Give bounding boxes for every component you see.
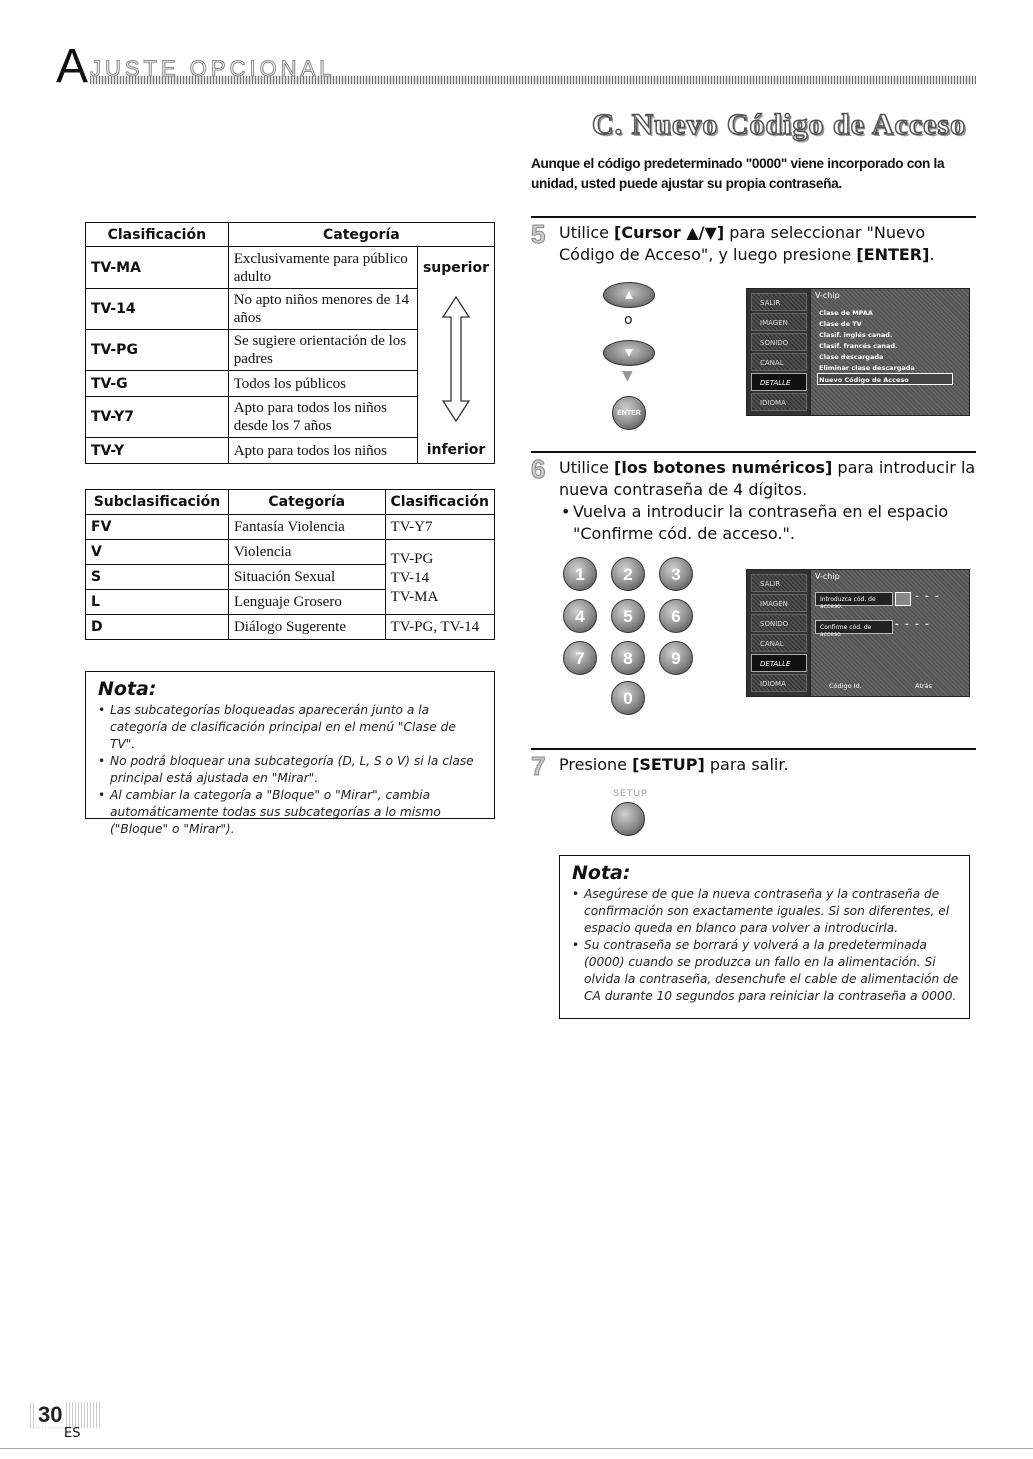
rating-table (85, 222, 495, 464)
menu-option[interactable]: Clase descargada (819, 353, 884, 361)
note-box (85, 671, 495, 836)
category-cell: Apto para todos los niños desde los 7 años (228, 397, 417, 438)
language-code: ES (64, 1426, 81, 1441)
digit-3-button[interactable]: 3 (659, 557, 693, 591)
page-header (56, 42, 976, 92)
menu-option-selected[interactable]: Nuevo Código de Acceso (819, 376, 909, 384)
step-6 (531, 451, 976, 741)
step-number: 7 (531, 751, 546, 781)
category-cell: Se sugiere orientación de los padres (228, 330, 417, 371)
step-instruction: Utilice [Cursor ▲/▼] para seleccionar "Nuevo Código de Acceso", y luego presione [ENTER]. (559, 223, 935, 264)
cursor-down-button[interactable] (603, 340, 655, 366)
category-cell: Apto para todos los niños (228, 438, 417, 464)
category-cell: Exclusivamente para público adulto (228, 247, 417, 289)
menu-item-detalle[interactable]: DETALLE (751, 654, 807, 672)
section-intro: Aunque el código predeterminado "0000" viene incorporado con la unidad, usted puede ajustar su propia contraseña. (531, 156, 945, 191)
scale-arrow-cell (417, 289, 494, 438)
digit-5-button[interactable]: 5 (611, 599, 645, 633)
digit-4-button[interactable]: 4 (563, 599, 597, 633)
category-cell: Situación Sexual (228, 565, 385, 590)
step-instruction: Utilice [los botones numéricos] para introducir la nueva contraseña de 4 dígitos. • Vuelva a introducir la contraseña en el espacio "Confirme cód. de acceso.". (559, 457, 979, 545)
step-7 (531, 748, 976, 840)
category-cell: Diálogo Sugerente (228, 615, 385, 640)
rating-cell: TV-Y7 (385, 515, 494, 540)
menu-option[interactable]: Clase de TV (819, 320, 862, 328)
rating-line: TV-MA (390, 588, 439, 605)
rating-cell: TV-Y7 (86, 397, 229, 438)
rating-cell: TV-PG (86, 330, 229, 371)
note-heading: Nota: (572, 862, 631, 884)
digit-1-button[interactable]: 1 (563, 557, 597, 591)
category-cell: Todos los públicos (228, 371, 417, 397)
menu-item-imagen[interactable]: IMAGEN (751, 594, 807, 612)
digit-0-button[interactable]: 0 (611, 681, 645, 715)
rating-cell: TV-G (86, 371, 229, 397)
category-cell: Fantasía Violencia (228, 515, 385, 540)
enter-button[interactable]: ENTER (612, 396, 646, 430)
digit-9-button[interactable]: 9 (659, 641, 693, 675)
or-text: o (624, 312, 633, 328)
note-item: • Su contraseña se borrará y volverá a la predeterminada (0000) cuando se produzca un fallo en la alimentación. Si olvida la contraseña, desenchufe el cable de alimentación de CA durante 10 segundos para reiniciar la contraseña a 0000. (570, 937, 959, 1005)
merged-rating-cell (385, 540, 494, 615)
menu-option[interactable]: Clasif. francés canad. (819, 342, 898, 350)
subrating-table (85, 489, 495, 640)
vchip-menu-screen (746, 288, 970, 416)
double-arrow-icon (441, 295, 471, 423)
passcode-entry-label: Introduzca cód. de acceso. (815, 592, 893, 606)
note-item: • No podrá bloquear una subcategoría (D, L, S o V) si la clase principal está ajustada en "Mirar". (96, 753, 484, 787)
footer-back: Atrás (915, 682, 932, 690)
menu-item-imagen[interactable]: IMAGEN (751, 313, 807, 331)
menu-item-salir[interactable]: SALIR (751, 574, 807, 592)
page-number: 30 (30, 1402, 100, 1428)
passcode-menu-screen (746, 569, 970, 697)
digit-8-button[interactable]: 8 (611, 641, 645, 675)
section-title: C. Nuevo Código de Acceso (592, 108, 967, 141)
passcode-cursor[interactable] (895, 592, 911, 606)
menu-item-salir[interactable]: SALIR (751, 293, 807, 311)
cursor-up-button[interactable] (603, 282, 655, 308)
sub-cell: FV (86, 515, 229, 540)
passcode-confirm-label: Confirme cód. de acceso (815, 620, 893, 634)
bottom-label: inferior (417, 438, 494, 464)
sub-cell: D (86, 615, 229, 640)
col-header-category: Categoría (228, 490, 385, 515)
passcode-digit-slots: - - - (915, 592, 939, 602)
step-number: 6 (531, 454, 546, 484)
menu-option[interactable]: Clase de MPAA (819, 309, 873, 317)
confirm-digit-slots: - - - - (895, 620, 929, 630)
rating-cell: TV-PG, TV-14 (385, 615, 494, 640)
category-cell: No apto niños menores de 14 años (228, 289, 417, 330)
menu-item-idioma[interactable]: IDIOMA (751, 674, 807, 692)
col-header-category: Categoría (228, 223, 494, 247)
rating-cell: TV-Y (86, 438, 229, 464)
menu-option[interactable]: Clasif. inglés canad. (819, 331, 893, 339)
note-item: • Asegúrese de que la nueva contraseña y la contraseña de confirmación son exactamente iguales. Si son diferentes, el espacio queda en blanco para volver a introducirla. (570, 886, 959, 937)
menu-title: V-chip (815, 291, 840, 300)
pointer-arrow-icon: ▼ (622, 368, 633, 384)
note-item: • Las subcategorías bloqueadas aparecerán junto a la categoría de clasificación principal en el menú "Clase de TV". (96, 702, 484, 753)
setup-button[interactable] (611, 802, 645, 836)
up-arrow-icon: ▲ (625, 289, 633, 301)
step-5 (531, 216, 976, 446)
category-cell: Lenguaje Grosero (228, 590, 385, 615)
menu-main-panel (811, 289, 969, 415)
rating-cell: TV-14 (86, 289, 229, 330)
header-initial: A (56, 40, 89, 93)
rating-cell: TV-MA (86, 247, 229, 289)
menu-item-idioma[interactable]: IDIOMA (751, 393, 807, 411)
col-header-rating: Clasificación (385, 490, 494, 515)
rating-line: TV-14 (390, 569, 430, 586)
footer-code-id: Código Id. (829, 682, 862, 690)
digit-7-button[interactable]: 7 (563, 641, 597, 675)
menu-item-sonido[interactable]: SONIDO (751, 614, 807, 632)
menu-option[interactable]: Eliminar clase descargada (819, 364, 915, 372)
col-header-sub: Subclasificación (86, 490, 229, 515)
step-instruction: Presione [SETUP] para salir. (559, 755, 789, 774)
sub-cell: S (86, 565, 229, 590)
menu-item-sonido[interactable]: SONIDO (751, 333, 807, 351)
digit-2-button[interactable]: 2 (611, 557, 645, 591)
note-box (559, 855, 970, 1019)
top-label: superior (417, 247, 494, 289)
setup-label: SETUP (613, 788, 649, 798)
menu-title: V-chip (815, 572, 840, 581)
bottom-rule (0, 1448, 1033, 1449)
down-arrow-icon: ▼ (625, 347, 633, 359)
digit-6-button[interactable]: 6 (659, 599, 693, 633)
menu-sidebar (747, 289, 809, 415)
sub-cell: V (86, 540, 229, 565)
menu-item-detalle[interactable]: DETALLE (751, 373, 807, 391)
menu-item-canal[interactable]: CANAL (751, 353, 807, 371)
step-number: 5 (531, 219, 546, 249)
header-title: JUSTE OPCIONAL (90, 56, 336, 81)
step-subpoint: • Vuelva a introducir la contraseña en el espacio "Confirme cód. de acceso.". (559, 501, 979, 545)
note-item: • Al cambiar la categoría a "Bloque" o "Mirar", cambia automáticamente todas sus subcategorías a lo mismo ("Bloque" o "Mirar"). (96, 787, 484, 838)
menu-sidebar (747, 570, 809, 696)
menu-item-canal[interactable]: CANAL (751, 634, 807, 652)
col-header-rating: Clasificación (86, 223, 229, 247)
sub-cell: L (86, 590, 229, 615)
note-heading: Nota: (98, 678, 157, 700)
category-cell: Violencia (228, 540, 385, 565)
rating-line: TV-PG (390, 550, 434, 567)
